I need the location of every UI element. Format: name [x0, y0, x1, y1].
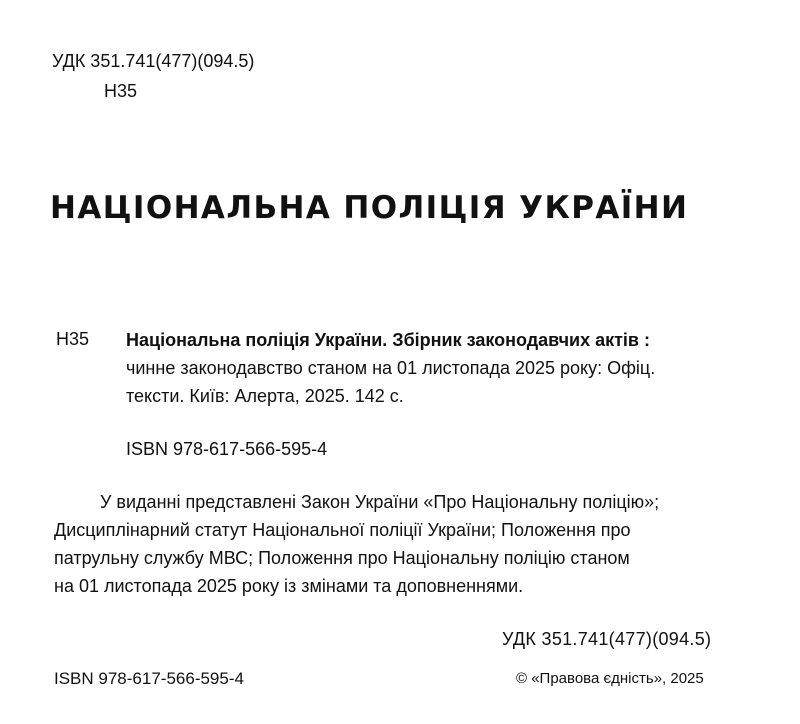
book-title: НАЦІОНАЛЬНА ПОЛІЦІЯ УКРАЇНИ	[50, 190, 689, 226]
bibliographic-line-2: чинне законодавство станом на 01 листопада 2025 року: Офіц.	[126, 358, 656, 378]
isbn-card: ISBN 978-617-566-595-4	[126, 439, 328, 459]
annotation	[54, 488, 774, 600]
copyright-notice: © «Правова єдність», 2025	[516, 670, 704, 687]
udk-code-bottom: УДК 351.741(477)(094.5)	[502, 629, 712, 649]
udk-code-top: УДК 351.741(477)(094.5)	[52, 51, 255, 71]
author-sign-top: Н35	[104, 81, 138, 101]
bibliographic-description	[126, 326, 786, 410]
annotation-line: Дисциплінарний статут Національної поліції України; Положення про	[54, 520, 631, 540]
bibliographic-line-3: тексти. Київ: Алерта, 2025. 142 с.	[126, 386, 404, 406]
annotation-line: патрульну службу МВС; Положення про Національну поліцію станом	[54, 548, 630, 568]
annotation-line: У виданні представлені Закон України «Про Національну поліцію»;	[100, 492, 660, 512]
annotation-line: на 01 листопада 2025 року із змінами та доповненнями.	[54, 576, 524, 596]
isbn-bottom: ISBN 978-617-566-595-4	[54, 669, 244, 688]
bibliographic-title: Національна поліція України. Збірник законодавчих актів :	[126, 330, 650, 350]
author-sign-card: Н35	[56, 329, 90, 349]
